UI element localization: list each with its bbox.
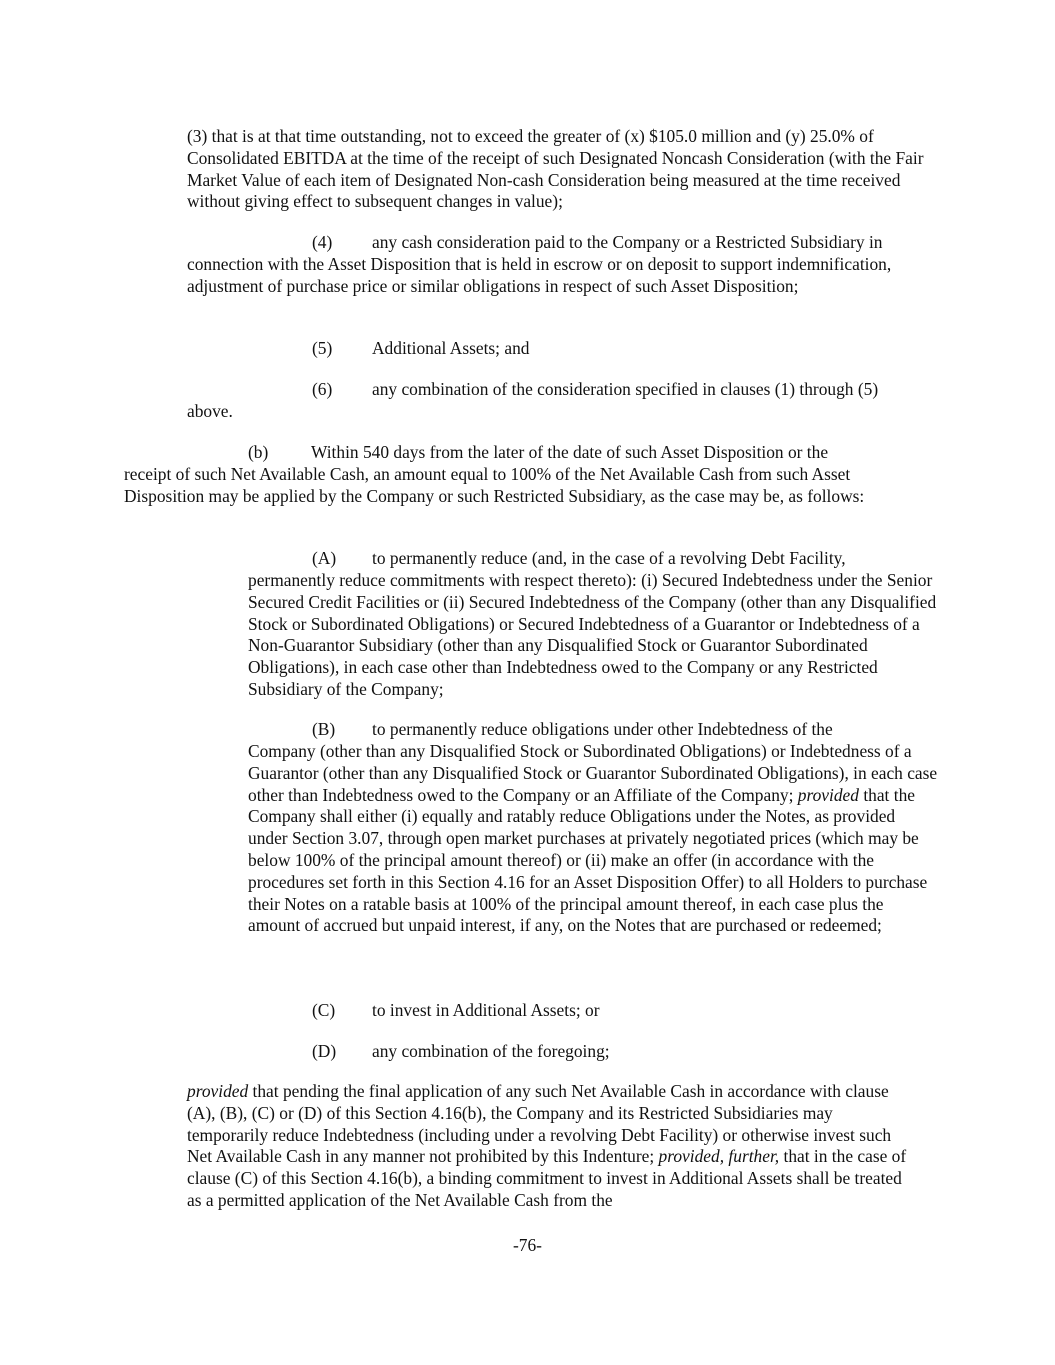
clause-5-text: Additional Assets; and [372,338,530,358]
proviso-paragraph [187,1081,917,1212]
section-b-number: (b) [248,442,269,462]
clause-6-text: any combination of the consideration specified in clauses (1) through (5) [372,379,879,399]
clause-B-number: (B) [312,719,336,739]
clause-C-text: to invest in Additional Assets; or [372,1000,600,1020]
clause-C [312,1000,600,1022]
clause-D-number: (D) [312,1041,337,1061]
continuation-paragraph: (3) that is at that time outstanding, not to exceed the greater of (x) $105.0 million and (y) 25.0% of Consolidated EBITDA at the time of the receipt of such Designated Noncash Consideration (with the Fair Market Value of each item of Designated Non-cash Consideration being measured at the time received without giving effect to subsequent changes in value); [187,126,924,212]
clause-5 [312,338,529,360]
clause-B-body-part-2: that the Company shall either (i) equally and ratably reduce Obligations under the Notes, as provided under Section 3.07, through open market purchases at privately negotiated prices (which may be below 100% of the principal amount thereof) or (ii) make an offer (in accordance with the procedures set forth in this Section 4.16 for an Asset Disposition Offer) to all Holders to purchase their Notes on a ratable basis at 100% of the principal amount thereof, in each case plus the amount of accrued but unpaid interest, if any, on the Notes that are purchased or redeemed; [248,784,928,936]
section-b-continuation: receipt of such Net Available Cash, an amount equal to 100% of the Net Available Cash from such Asset Disposition may be applied by the Company or such Restricted Subsidiary, as the case may be, as follows: [124,464,865,506]
clause-4-text: any cash consideration paid to the Company or a Restricted Subsidiary in [372,232,883,252]
clause-C-number: (C) [312,1000,336,1020]
clause-D-text: any combination of the foregoing; [372,1041,610,1061]
clause-5-number: (5) [312,338,333,358]
clause-B-first-text: to permanently reduce obligations under other Indebtedness of the [372,719,833,739]
clause-4-continuation: connection with the Asset Disposition that is held in escrow or on deposit to support indemnification, adjustment of purchase price or similar obligations in respect of such Asset Disposition; [187,254,892,296]
clause-A-first-text: to permanently reduce (and, in the case of a revolving Debt Facility, [372,548,846,568]
clause-4-first-line [312,232,952,254]
clause-A-first-line [312,548,846,570]
clause-A-body: permanently reduce commitments with respect thereto): (i) Secured Indebtedness under the Senior Secured Credit Facilities or (ii) Secured Indebtedness of the Company (other than any Disqualified Stock or Subordinated Obligations) or Secured Indebtedness of a Guarantor or Indebtedness of a Non-Guarantor Subsidiary (other than any Disqualified Stock or Guarantor Subordinated Obligations), in each case other than Indebtedness owed to the Company or any Restricted Subsidiary of the Company; [248,570,937,699]
proviso-text-2: that in the case of clause (C) of this Section 4.16(b), a binding commitment to invest in Additional Assets shall be treated as a permitted application of the Net Available Cash from the [187,1146,907,1210]
page-number: -76- [513,1235,542,1255]
clause-B-body-part-1: Company (other than any Disqualified Stock or Subordinated Obligations) or Indebtedness of a Guarantor (other than any Disqualified Stock or Guarantor Subordinated Obligations), in each case other than Indebtedness owed to the Company or an Affiliate of the Company; [248,741,938,805]
clause-B-first-line [312,719,833,741]
clause-4-number: (4) [312,232,333,252]
clause-B-provided-italic: provided [797,784,859,805]
clause-6-continuation: above. [187,401,233,421]
proviso-italic-2: provided, further, [658,1146,780,1167]
section-b-first-line [248,442,828,464]
proviso-italic-1: provided [187,1081,249,1101]
clause-B-body [248,741,938,937]
clause-A-number: (A) [312,548,337,568]
clause-6-number: (6) [312,379,333,399]
proviso-text-1: that pending the final application of any such Net Available Cash in accordance with clause (A), (B), (C) or (D) of this Section 4.16(b), the Company and its Restricted Subsidiaries may temporarily reduce Indebtedness (including under a revolving Debt Facility) or otherwise invest such Net Available Cash in any manner not prohibited by this Indenture; [187,1081,892,1167]
clause-D [312,1041,610,1063]
clause-6-first-line [312,379,878,401]
section-b-text: Within 540 days from the later of the date of such Asset Disposition or the [311,442,829,462]
